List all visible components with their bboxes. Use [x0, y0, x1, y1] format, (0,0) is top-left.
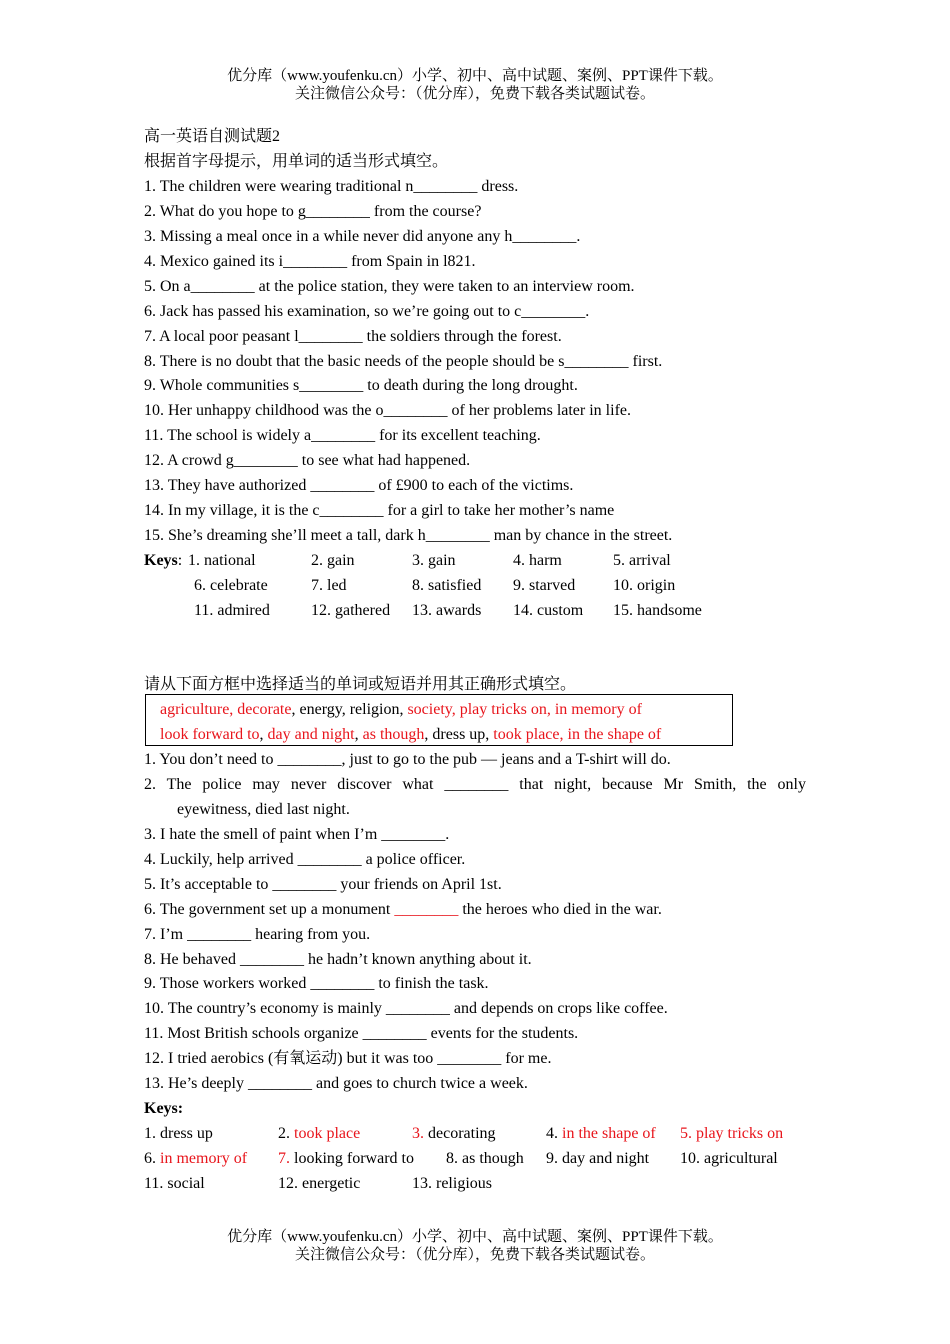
part1-question: 10. Her unhappy childhood was the o________ of her problems later in life. — [144, 402, 631, 419]
part2-key: 8. as though — [446, 1150, 524, 1167]
part1-key: 11. admired — [194, 602, 270, 619]
word-box-segment: agriculture, decorate — [160, 701, 292, 718]
part1-question: 15. She’s dreaming she’ll meet a tall, dark h________ man by chance in the street. — [144, 527, 673, 544]
page-header — [0, 67, 950, 103]
part2-key: 9. day and night — [546, 1150, 650, 1167]
part2-key: 6. in memory of — [144, 1150, 248, 1167]
part1-key: 8. satisfied — [412, 577, 482, 594]
part2-question: 9. Those workers worked ________ to finish the task. — [144, 975, 489, 992]
word-box-segment: , — [259, 726, 268, 743]
part1-question: 12. A crowd g________ to see what had happened. — [144, 452, 471, 469]
word-box — [145, 694, 733, 746]
part2-question: 7. I’m ________ hearing from you. — [144, 926, 371, 943]
part1-question: 8. There is no doubt that the basic needs of the people should be s________ first. — [144, 353, 663, 370]
part2-question: 2. The police may never discover what ________ that night, because Mr Smith, the only — [144, 776, 806, 793]
word-box-segment: , dress up, — [424, 726, 494, 743]
part1-key: 14. custom — [513, 602, 584, 619]
part1-key: 7. led — [311, 577, 347, 594]
part1-question: 4. Mexico gained its i________ from Spain in l821. — [144, 253, 476, 270]
part2-question: 11. Most British schools organize ________ events for the students. — [144, 1025, 579, 1042]
part2-question: 8. He behaved ________ he hadn’t known anything about it. — [144, 951, 532, 968]
part2-question: 12. I tried aerobics (有氧运动) but it was too ________ for me. — [144, 1050, 552, 1067]
part2-key: 3. decorating — [412, 1125, 496, 1142]
part1-key: 4. harm — [513, 552, 562, 569]
part1-instruction: 根据首字母提示，用单词的适当形式填空。 — [144, 153, 449, 170]
part1-key: 3. gain — [412, 552, 456, 569]
footer-line-2: 关注微信公众号：（优分库），免费下载各类试题试卷。 — [294, 1247, 655, 1263]
part2-question-continued: eyewitness, died last night. — [177, 801, 350, 818]
answer-blank: ________ — [394, 901, 459, 918]
part2-instruction: 请从下面方框中选择适当的单词或短语并用其正确形式填空。 — [144, 676, 577, 693]
footer-line-1: 优分库（www.youfenku.cn）小学、初中、高中试题、案例、PPT课件下载。 — [227, 1229, 723, 1245]
part1-question: 6. Jack has passed his examination, so we’re going out to c________. — [144, 303, 590, 320]
part1-key: 10. origin — [613, 577, 676, 594]
word-box-line-2 — [160, 725, 661, 745]
part1-question: 11. The school is widely a________ for its excellent teaching. — [144, 427, 541, 444]
header-line-1: 优分库（www.youfenku.cn）小学、初中、高中试题、案例、PPT课件下载。 — [227, 68, 723, 84]
part1-key: 5. arrival — [613, 552, 671, 569]
part2-question: 3. I hate the smell of paint when I’m ________. — [144, 826, 450, 843]
word-box-segment: , energy, religion, — [291, 701, 408, 718]
part2-key: 10. agricultural — [680, 1150, 778, 1167]
part1-keys-label: Keys: — [144, 552, 183, 569]
part2-question: 1. You don’t need to ________, just to go to the pub — jeans and a T-shirt will do. — [144, 751, 671, 768]
part1-key: 9. starved — [513, 577, 576, 594]
header-line-2: 关注微信公众号：（优分库），免费下载各类试题试卷。 — [294, 86, 655, 102]
word-box-segment: society, play tricks on, in memory of — [407, 701, 642, 718]
part2-key: 1. dress up — [144, 1125, 213, 1142]
word-box-segment: took place, in the shape of — [493, 726, 662, 743]
part1-key: 13. awards — [412, 602, 482, 619]
page-title: 高一英语自测试题2 — [144, 128, 281, 145]
word-box-segment: day and night — [267, 726, 355, 743]
part1-key: 2. gain — [311, 552, 355, 569]
part2-question: 4. Luckily, help arrived ________ a police officer. — [144, 851, 466, 868]
part1-question: 13. They have authorized ________ of £900 to each of the victims. — [144, 477, 574, 494]
word-box-line-1 — [160, 700, 642, 720]
part2-key: 2. took place — [278, 1125, 361, 1142]
part2-question: 13. He’s deeply ________ and goes to church twice a week. — [144, 1075, 528, 1092]
part1-question: 7. A local poor peasant l________ the soldiers through the forest. — [144, 328, 562, 345]
part1-question: 14. In my village, it is the c________ for a girl to take her mother’s name — [144, 502, 615, 519]
part2-question: 6. The government set up a monument ________ the heroes who died in the war. — [144, 901, 662, 918]
part1-question: 1. The children were wearing traditional n________ dress. — [144, 178, 519, 195]
part1-question: 3. Missing a meal once in a while never did anyone any h________. — [144, 228, 581, 245]
part2-question: 5. It’s acceptable to ________ your friends on April 1st. — [144, 876, 502, 893]
part2-key: 12. energetic — [278, 1175, 361, 1192]
page-footer — [0, 1228, 950, 1264]
word-box-segment: look forward to — [160, 726, 260, 743]
part2-key: 11. social — [144, 1175, 205, 1192]
part1-question: 5. On a________ at the police station, they were taken to an interview room. — [144, 278, 635, 295]
word-box-segment: , — [354, 726, 363, 743]
part1-question: 2. What do you hope to g________ from the course? — [144, 203, 482, 220]
part1-key: 15. handsome — [613, 602, 702, 619]
part1-key: 6. celebrate — [194, 577, 268, 594]
part2-keys-label: Keys: — [144, 1100, 184, 1117]
word-box-segment: as though — [362, 726, 425, 743]
part2-key: 13. religious — [412, 1175, 492, 1192]
part2-key: 7. looking forward to — [278, 1150, 414, 1167]
part1-question: 9. Whole communities s________ to death during the long drought. — [144, 377, 578, 394]
part2-key: 5. play tricks on — [680, 1125, 784, 1142]
part2-question: 10. The country’s economy is mainly ________ and depends on crops like coffee. — [144, 1000, 668, 1017]
part2-key: 4. in the shape of — [546, 1125, 656, 1142]
part1-key: 12. gathered — [311, 602, 391, 619]
part1-key: 1. national — [188, 552, 256, 569]
